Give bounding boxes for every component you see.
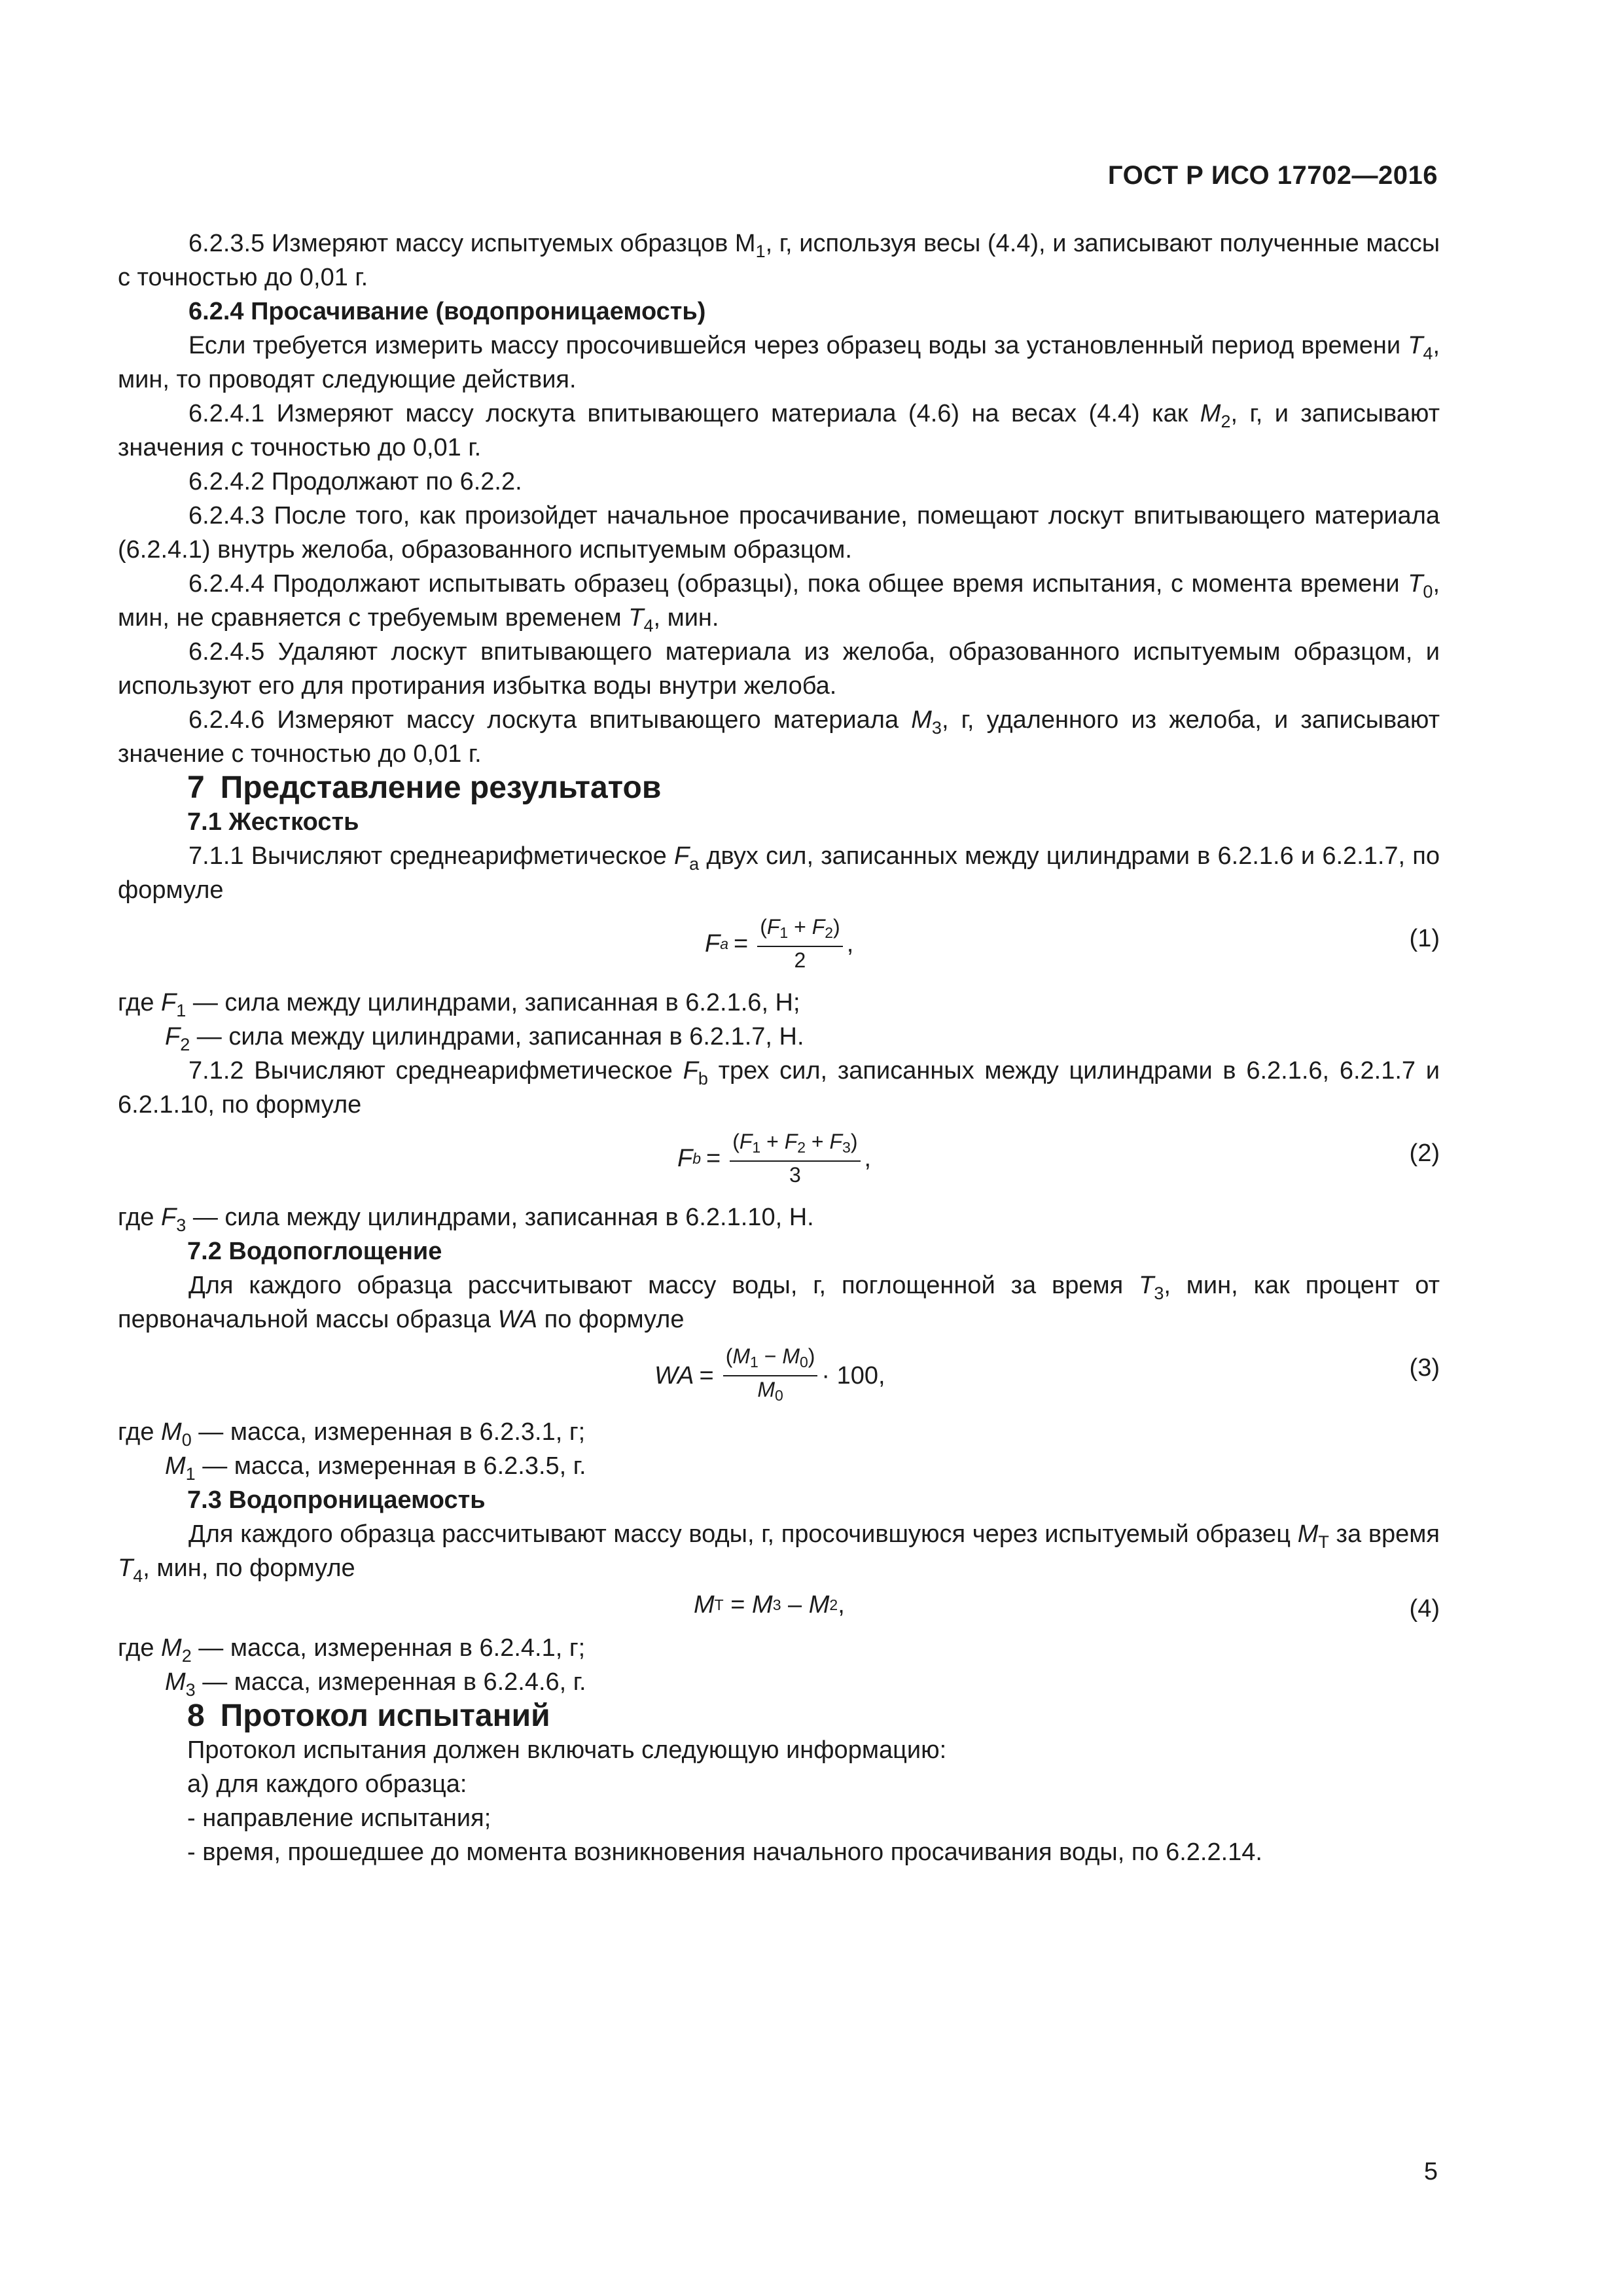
subscript: 3	[772, 1596, 781, 1613]
operator: –	[781, 1591, 809, 1619]
variable: F	[739, 1130, 753, 1153]
equals-sign: =	[706, 1144, 721, 1172]
fraction	[757, 914, 842, 973]
variable: F	[829, 1130, 843, 1153]
document-header: ГОСТ Р ИСО 17702—2016	[1107, 161, 1438, 190]
formula-tail: ,	[846, 929, 854, 958]
page-number: 5	[1423, 2158, 1438, 2185]
text: — сила между цилиндрами, записанная в 6.2.1.6, Н;	[186, 989, 800, 1016]
subscript: 4	[643, 616, 654, 636]
text: Если требуется измерить массу просочившейся через образец воды за установленный период времени	[188, 332, 1408, 359]
formula-1-body	[705, 914, 853, 973]
variable: WA	[497, 1306, 538, 1333]
formula-2-body	[677, 1128, 871, 1188]
list-item: - время, прошедшее до момента возникновения начального просачивания воды, по 6.2.2.14.	[187, 1839, 1262, 1866]
paragraph-6-2-4-3: 6.2.4.3 После того, как произойдет начальное просачивание, помещают лоскут впитывающего материала (6.2.4.1) внутрь желоба, образованного испытуемым образцом.	[118, 502, 1440, 564]
list-item: а) для каждого образца:	[187, 1770, 467, 1798]
paragraph-6-2-4-4	[118, 567, 1440, 635]
list-item: - направление испытания;	[187, 1804, 491, 1832]
text: — масса, измеренная в 6.2.3.1, г;	[191, 1418, 586, 1446]
subscript: 1	[185, 1464, 196, 1484]
document-body	[118, 226, 1440, 1869]
paren: )	[808, 1344, 815, 1368]
subscript: 0	[799, 1354, 808, 1371]
formula-lhs: WA	[654, 1362, 694, 1390]
subscript: 1	[755, 242, 766, 261]
variable: F	[812, 915, 825, 939]
subscript: 4	[1423, 344, 1433, 363]
subscript: 1	[176, 1001, 187, 1020]
paragraph-6-2-3-5	[118, 226, 1440, 295]
formula-4-body	[694, 1588, 845, 1622]
variable: M	[808, 1591, 830, 1619]
formula-tail: ,	[864, 1144, 872, 1172]
variable: M	[161, 1634, 182, 1662]
formula-3	[118, 1336, 1440, 1415]
numerator	[730, 1128, 860, 1162]
subscript: 1	[779, 924, 789, 941]
text: , г, используя весы (4.4), и записывают полученные массы с точностью до 0,01 г.	[118, 230, 1440, 291]
variable: F	[165, 1023, 181, 1050]
denominator	[755, 1376, 785, 1408]
fraction	[730, 1128, 860, 1188]
numerator	[757, 914, 842, 947]
heading-7-3: 7.3 Водопроницаемость	[187, 1486, 486, 1514]
heading-6-2-4: 6.2.4 Просачивание (водопроницаемость)	[188, 298, 706, 325]
equals-sign: =	[699, 1362, 714, 1390]
variable: T	[118, 1554, 134, 1582]
formula-tail: ,	[838, 1591, 845, 1619]
subscript: 3	[1154, 1283, 1164, 1303]
text: трех сил, записанных между цилиндрами в 6.2.1.6, 6.2.1.7 и 6.2.1.10, по формуле	[118, 1057, 1440, 1119]
text: Для каждого образца рассчитывают массу воды, г, просочившуюся через испытуемый образец	[188, 1520, 1298, 1548]
text: , мин, то проводят следующие действия.	[118, 332, 1440, 393]
section-number: 7	[187, 770, 205, 805]
formula-4	[118, 1585, 1440, 1631]
formula-lhs: F	[677, 1144, 693, 1172]
text: 6.2.4.6 Измеряют массу лоскута впитывающего материала	[188, 706, 912, 734]
text: , мин, как процент от первоначальной массы образца	[118, 1272, 1440, 1333]
operator: −	[758, 1344, 783, 1368]
variable: F	[683, 1057, 698, 1085]
variable: T	[1408, 332, 1423, 359]
formula-2	[118, 1122, 1440, 1200]
variable: M	[732, 1344, 751, 1368]
subscript: b	[698, 1069, 708, 1088]
text: — масса, измеренная в 6.2.3.5, г.	[195, 1452, 586, 1480]
subscript: 1	[750, 1354, 758, 1371]
formula-tail: · 100,	[821, 1362, 885, 1390]
paragraph-7-1-1	[118, 839, 1440, 907]
formula-3-body	[654, 1343, 885, 1408]
paragraph-6-2-4-6	[118, 703, 1440, 771]
where-f2	[118, 1020, 1440, 1054]
formula-lhs-sub: b	[692, 1149, 702, 1167]
fraction	[723, 1343, 818, 1408]
text: , мин, по формуле	[143, 1554, 355, 1582]
text: , г, удаленного из желоба, и записывают значение с точностью до 0,01 г.	[118, 706, 1440, 768]
text: 7.1.2 Вычисляют среднеарифметическое	[188, 1057, 683, 1085]
paren: (	[760, 915, 767, 939]
denominator: 2	[794, 948, 806, 972]
subscript: 0	[775, 1387, 783, 1404]
text: — масса, измеренная в 6.2.4.6, г.	[195, 1668, 586, 1696]
section-8-heading	[118, 1699, 1440, 1733]
subscript: a	[689, 854, 700, 874]
where-m2	[118, 1631, 1440, 1665]
paren: )	[833, 915, 840, 939]
variable: M	[161, 1418, 182, 1446]
where-m3	[118, 1665, 1440, 1699]
formula-number: (3)	[1409, 1354, 1440, 1382]
subscript: 2	[825, 924, 834, 941]
equals-sign: =	[734, 929, 749, 958]
text: 6.2.4.1 Измеряют массу лоскута впитывающего материала (4.6) на весах (4.4) как	[188, 400, 1200, 427]
subscript: 3	[842, 1139, 851, 1156]
heading-7-1: 7.1 Жесткость	[187, 808, 359, 836]
text: , г, и записывают значения с точностью до 0,01 г.	[118, 400, 1440, 461]
subscript: 2	[797, 1139, 806, 1156]
paragraph-6-2-4-2: 6.2.4.2 Продолжают по 6.2.2.	[188, 468, 522, 495]
subscript: 2	[1221, 412, 1231, 431]
paragraph-6-2-4-5: 6.2.4.5 Удаляют лоскут впитывающего материала из желоба, образованного испытуемым образцом, и используют его для протирания избытка воды внутри желоба.	[118, 638, 1440, 700]
equals-sign: =	[723, 1591, 753, 1619]
text: 7.1.1 Вычисляют среднеарифметическое	[188, 842, 674, 870]
formula-number: (4)	[1409, 1595, 1440, 1623]
text: , мин.	[653, 604, 719, 632]
variable: M	[1200, 400, 1221, 427]
variable: M	[752, 1591, 773, 1619]
paragraph-6-2-4-intro	[118, 329, 1440, 397]
subscript: 4	[133, 1566, 143, 1586]
text: где	[118, 989, 162, 1016]
paren: (	[732, 1130, 740, 1153]
formula-lhs: F	[705, 929, 721, 958]
variable: M	[694, 1591, 715, 1619]
subscript: 2	[180, 1035, 190, 1054]
text: где	[118, 1204, 162, 1231]
where-f3	[118, 1200, 1440, 1234]
numerator	[723, 1343, 818, 1376]
text: — сила между цилиндрами, записанная в 6.2.1.7, Н.	[190, 1023, 804, 1050]
text: по формуле	[537, 1306, 685, 1333]
section-title: Представление результатов	[220, 770, 662, 805]
variable: T	[1408, 570, 1423, 598]
variable: F	[161, 989, 177, 1016]
paragraph-8-intro: Протокол испытания должен включать следующую информацию:	[187, 1736, 947, 1764]
text: , мин, не сравняется с требуемым временем	[118, 570, 1440, 632]
variable: M	[1297, 1520, 1319, 1548]
variable: T	[628, 604, 644, 632]
paragraph-7-2	[118, 1268, 1440, 1336]
formula-number: (1)	[1409, 925, 1440, 952]
text: — масса, измеренная в 6.2.4.1, г;	[191, 1634, 586, 1662]
paren: (	[725, 1344, 733, 1368]
text: — сила между цилиндрами, записанная в 6.2.1.10, Н.	[186, 1204, 814, 1231]
section-number: 8	[187, 1698, 205, 1733]
text: двух сил, записанных между цилиндрами в 6.2.1.6 и 6.2.1.7, по формуле	[118, 842, 1440, 904]
text: 6.2.4.4 Продолжают испытывать образец (образцы), пока общее время испытания, с момента времени	[188, 570, 1408, 598]
subscript: 0	[1423, 582, 1433, 601]
where-m0	[118, 1415, 1440, 1449]
paragraph-7-3	[118, 1517, 1440, 1585]
paren: )	[850, 1130, 858, 1153]
section-7-heading	[118, 771, 1440, 805]
paragraph-7-1-2	[118, 1054, 1440, 1122]
subscript: T	[1318, 1532, 1329, 1552]
denominator: 3	[789, 1163, 801, 1187]
variable: F	[161, 1204, 177, 1231]
formula-1	[118, 907, 1440, 986]
operator: +	[806, 1130, 830, 1153]
subscript: 2	[829, 1596, 838, 1613]
subscript: 0	[181, 1430, 192, 1450]
text: где	[118, 1634, 162, 1662]
variable: F	[784, 1130, 798, 1153]
variable: M	[165, 1452, 186, 1480]
subscript: 1	[752, 1139, 761, 1156]
variable: F	[673, 842, 690, 870]
text: за время	[1329, 1520, 1440, 1548]
subscript: 3	[185, 1680, 196, 1700]
where-m1	[118, 1449, 1440, 1483]
variable: M	[782, 1344, 800, 1368]
text: 6.2.3.5 Измеряют массу испытуемых образцов М	[188, 230, 756, 257]
subscript: 3	[931, 718, 942, 738]
variable: M	[911, 706, 932, 734]
subscript: 3	[176, 1215, 187, 1235]
variable: T	[1139, 1272, 1154, 1299]
variable: M	[757, 1378, 775, 1401]
variable: M	[165, 1668, 186, 1696]
text: Для каждого образца рассчитывают массу воды, г, поглощенной за время	[188, 1272, 1139, 1299]
heading-7-2: 7.2 Водопоглощение	[187, 1238, 442, 1265]
formula-number: (2)	[1409, 1139, 1440, 1167]
subscript: T	[714, 1596, 724, 1613]
where-f1	[118, 986, 1440, 1020]
subscript: 2	[181, 1646, 192, 1666]
formula-lhs-sub: a	[720, 935, 729, 952]
operator: +	[760, 1130, 785, 1153]
paragraph-6-2-4-1	[118, 397, 1440, 465]
section-title: Протокол испытаний	[220, 1698, 550, 1733]
operator: +	[788, 915, 812, 939]
variable: F	[766, 915, 780, 939]
text: где	[118, 1418, 162, 1446]
